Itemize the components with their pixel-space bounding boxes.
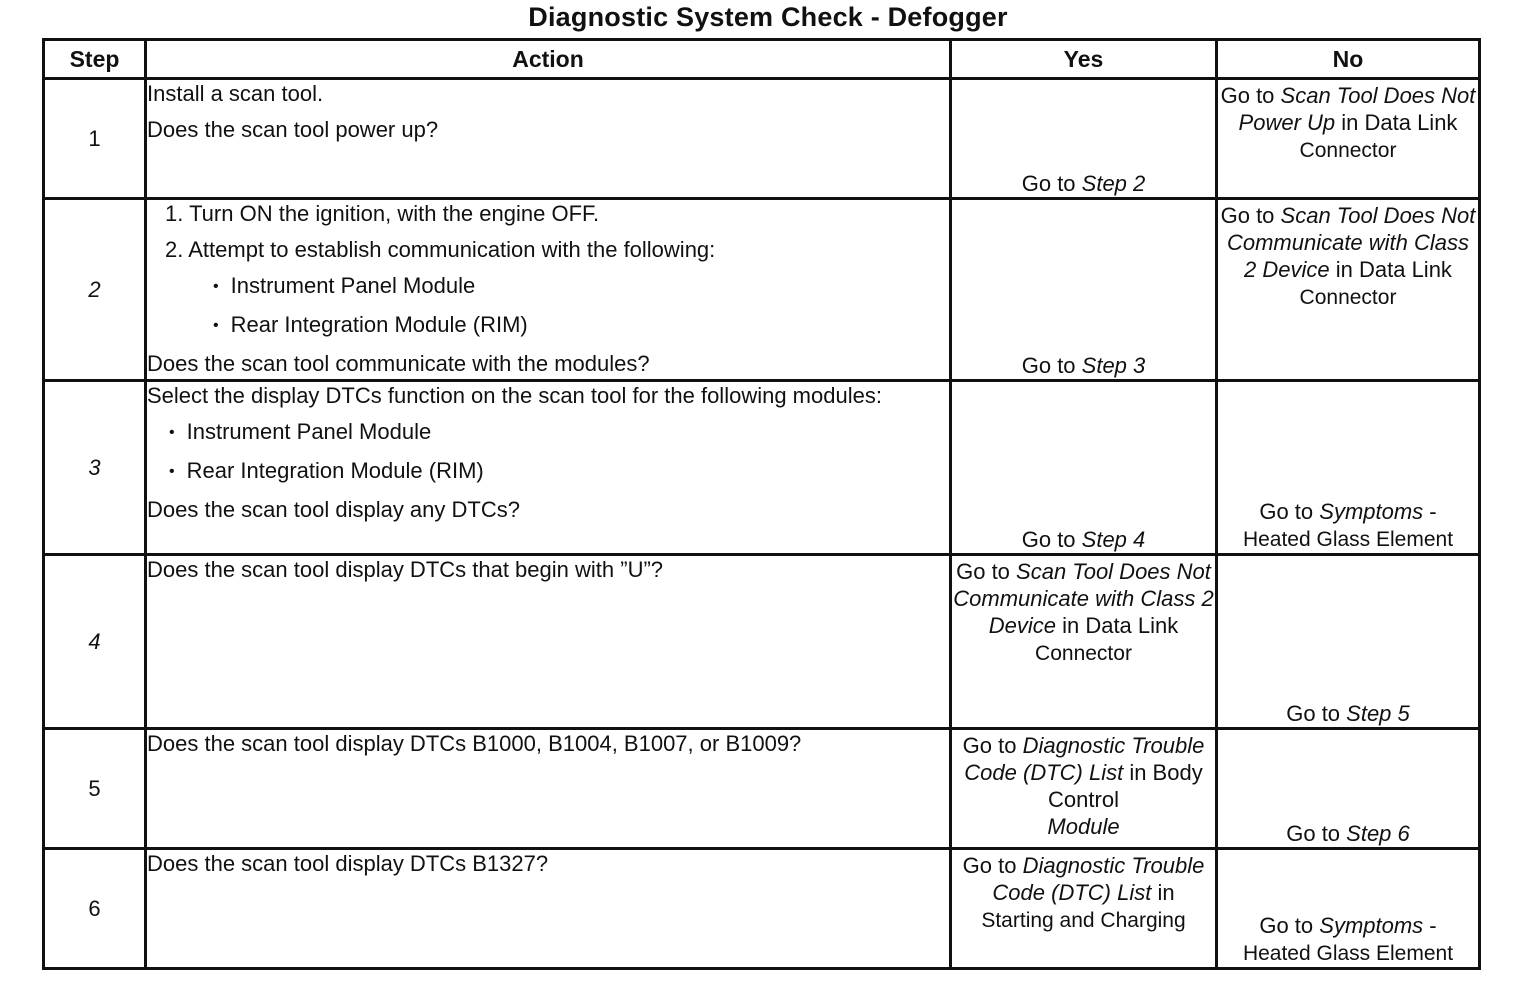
- step-number: 3: [44, 381, 146, 555]
- action-bullet: • Instrument Panel Module: [147, 272, 949, 302]
- action-numbered-item: 2. Attempt to establish communication with the following:: [165, 237, 716, 262]
- no-text-last: Connector: [1299, 139, 1397, 162]
- no-text-post: in Data Link: [1335, 110, 1458, 135]
- page-title: Diagnostic System Check - Defogger: [528, 2, 1008, 32]
- action-question: Does the scan tool display DTCs B1327?: [147, 851, 549, 876]
- no-text-post: -: [1423, 913, 1437, 938]
- no-link: Scan Tool Does Not Communicate with Class 2 Device: [1226, 203, 1476, 282]
- yes-text: Go to: [1021, 527, 1082, 552]
- action-cell: [146, 849, 951, 969]
- yes-cell: [951, 381, 1217, 555]
- yes-cell: [951, 555, 1217, 729]
- yes-cell: [951, 849, 1217, 969]
- header-step: Step: [44, 40, 146, 79]
- step-number: 6: [44, 849, 146, 969]
- table-row: [44, 729, 1480, 849]
- action-numbered-item: 1. Turn ON the ignition, with the engine OFF.: [165, 201, 600, 226]
- table-row: [44, 381, 1480, 555]
- no-text-post: -: [1423, 499, 1437, 524]
- action-question: Does the scan tool display DTCs that begin with ”U”?: [147, 557, 664, 582]
- no-link: Scan Tool Does Not Power Up: [1238, 83, 1476, 135]
- no-text: Go to: [1259, 499, 1320, 524]
- action-line: Install a scan tool.: [147, 81, 324, 106]
- no-text: Go to: [1286, 701, 1347, 726]
- yes-link: Step 3: [1081, 353, 1146, 378]
- no-link: Symptoms: [1319, 913, 1424, 938]
- yes-link: Step 2: [1081, 171, 1146, 196]
- yes-link: Scan Tool Does Not Communicate with Class 2 Device: [953, 559, 1214, 638]
- table-row: [44, 555, 1480, 729]
- step-number: 5: [44, 729, 146, 849]
- no-cell: [1217, 381, 1480, 555]
- action-line: Select the display DTCs function on the scan tool for the following modules:: [147, 383, 882, 408]
- no-link: Step 6: [1346, 821, 1410, 846]
- action-bullet: • Rear Integration Module (RIM): [147, 457, 949, 487]
- no-text: Go to: [1220, 83, 1281, 108]
- no-text-post: in Data Link: [1329, 257, 1452, 282]
- action-question: Does the scan tool display any DTCs?: [147, 497, 520, 522]
- yes-text-post: in Body Control: [1048, 760, 1203, 812]
- action-cell: [146, 381, 951, 555]
- step-number: 2: [44, 199, 146, 381]
- no-text-last: Heated Glass Element: [1242, 942, 1454, 965]
- no-text: Go to: [1286, 821, 1347, 846]
- yes-link: Diagnostic Trouble Code (DTC) List: [992, 853, 1205, 905]
- yes-text-post: in Data Link: [1055, 613, 1179, 638]
- header-row: [44, 40, 1480, 79]
- yes-text: Go to: [962, 853, 1023, 878]
- action-cell: [146, 79, 951, 199]
- yes-text: Go to: [962, 733, 1023, 758]
- action-question: Does the scan tool communicate with the modules?: [147, 351, 650, 376]
- no-text-last: Connector: [1299, 286, 1397, 309]
- yes-cell: [951, 729, 1217, 849]
- yes-cell: [951, 199, 1217, 381]
- action-question: Does the scan tool power up?: [147, 117, 439, 142]
- no-link: Step 5: [1346, 701, 1410, 726]
- yes-text-last: Starting and Charging: [981, 909, 1186, 932]
- action-question: Does the scan tool display DTCs B1000, B1004, B1007, or B1009?: [147, 731, 802, 756]
- no-link: Symptoms: [1319, 499, 1424, 524]
- no-cell: [1217, 199, 1480, 381]
- header-action: Action: [146, 40, 951, 79]
- no-cell: [1217, 555, 1480, 729]
- action-cell: [146, 199, 951, 381]
- no-text: Go to: [1220, 203, 1281, 228]
- yes-link: Step 4: [1081, 527, 1146, 552]
- yes-text: Go to: [956, 559, 1017, 584]
- yes-text: Go to: [1021, 353, 1082, 378]
- table-row: [44, 79, 1480, 199]
- action-cell: [146, 729, 951, 849]
- no-text: Go to: [1259, 913, 1320, 938]
- yes-text: Go to: [1021, 171, 1082, 196]
- diagnostic-table: [42, 38, 1481, 970]
- step-number: 1: [44, 79, 146, 199]
- header-yes: Yes: [951, 40, 1217, 79]
- table-row: [44, 199, 1480, 381]
- yes-cell: [951, 79, 1217, 199]
- action-bullet: • Instrument Panel Module: [147, 418, 949, 448]
- no-text-last: Heated Glass Element: [1242, 528, 1454, 551]
- step-number: 4: [44, 555, 146, 729]
- action-cell: [146, 555, 951, 729]
- header-no: No: [1217, 40, 1480, 79]
- table-row: [44, 849, 1480, 969]
- yes-link: Diagnostic Trouble Code (DTC) List: [964, 733, 1205, 785]
- no-cell: [1217, 729, 1480, 849]
- no-cell: [1217, 79, 1480, 199]
- yes-text-last: Connector: [1035, 642, 1132, 665]
- yes-text-post: in: [1151, 880, 1175, 905]
- action-bullet: • Rear Integration Module (RIM): [147, 311, 949, 341]
- no-cell: [1217, 849, 1480, 969]
- yes-link-2: Module: [1047, 814, 1120, 839]
